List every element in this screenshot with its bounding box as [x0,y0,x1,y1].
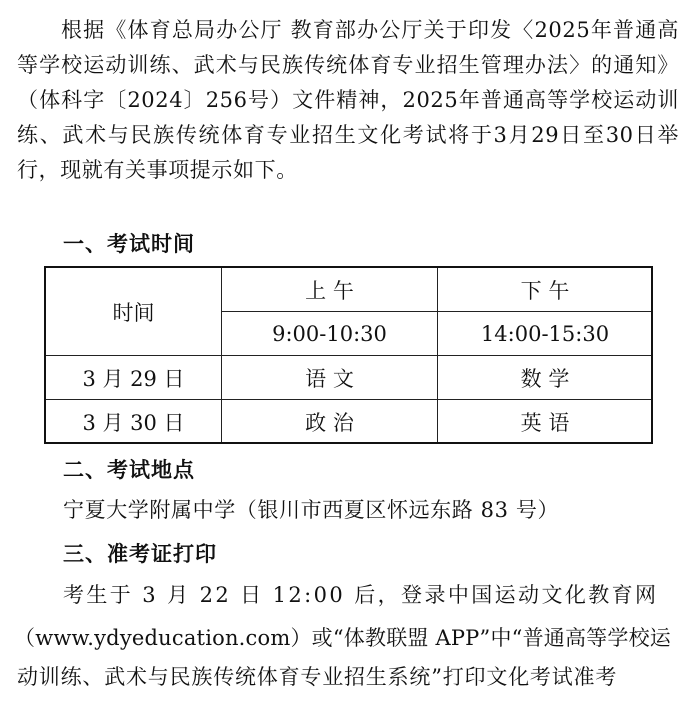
afternoon-time-cell: 14:00-15:30 [438,312,653,356]
morning-time-cell: 9:00-10:30 [222,312,438,356]
subject-cell: 英 语 [438,400,653,444]
date-cell: 3 月 30 日 [46,400,222,444]
admission-ticket-line-2: （www.ydyeducation.com）或“体教联盟 APP”中“普通高等学校运 [14,626,671,650]
time-header-cell: 时间 [46,268,222,356]
section-heading-exam-location: 二、考试地点 [63,458,195,482]
afternoon-header-cell: 下 午 [438,268,653,312]
morning-header-cell: 上 午 [222,268,438,312]
subject-cell: 语 文 [222,356,438,400]
date-cell: 3 月 29 日 [46,356,222,400]
section-heading-exam-time: 一、考试时间 [63,232,195,256]
admission-ticket-line-3: 动训练、武术与民族传统体育专业招生系统”打印文化考试准考 [17,665,618,689]
exam-schedule-table [45,267,653,444]
table-row [46,400,653,444]
intro-paragraph: 根据《体育总局办公厅 教育部办公厅关于印发〈2025年普通高等学校运动训练、武术与民族传统体育专业招生管理办法〉的通知》（体科字〔2024〕256号）文件精神，2025年普通高等学校运动训练、武术与民族传统体育专业招生文化考试将于3月29日至30日举行，现就有关事项提示如下。 [17,18,679,182]
admission-ticket-line-1: 考生于 3 月 22 日 12:00 后，登录中国运动文化教育网 [63,583,659,607]
table-header-row [46,268,653,312]
exam-location-text: 宁夏大学附属中学（银川市西夏区怀远东路 83 号） [63,498,560,522]
section-heading-admission-ticket: 三、准考证打印 [63,542,217,566]
subject-cell: 数 学 [438,356,653,400]
table-row [46,356,653,400]
subject-cell: 政 治 [222,400,438,444]
